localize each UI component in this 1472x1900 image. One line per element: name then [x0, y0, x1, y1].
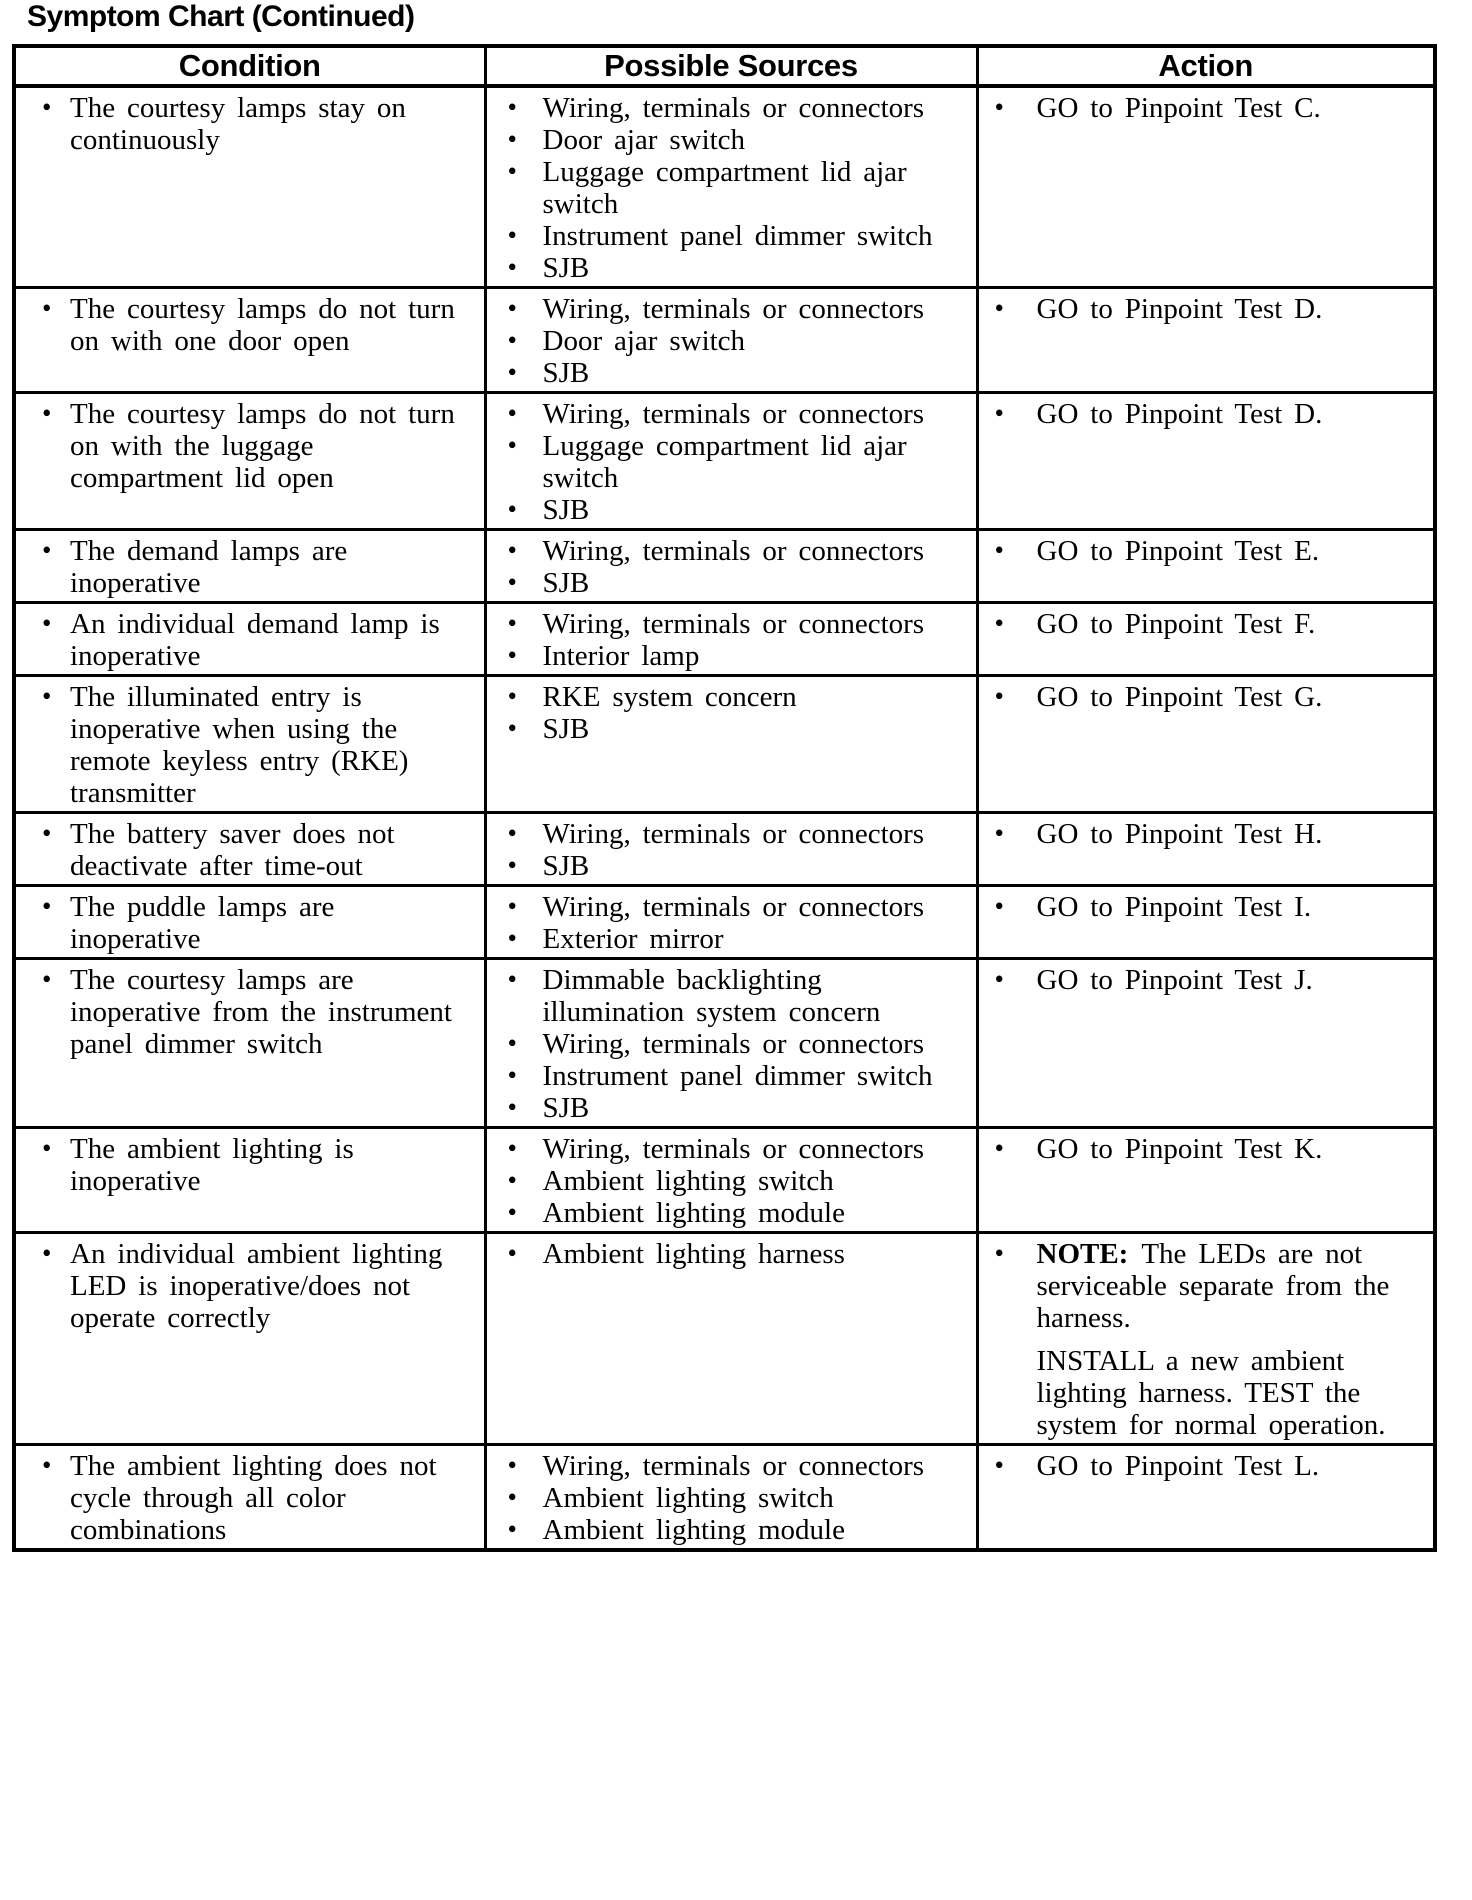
condition-cell: [14, 959, 485, 1128]
bullet-item: [979, 535, 1420, 567]
bullet-icon: •: [994, 535, 1004, 565]
bullet-text: Exterior mirror: [542, 923, 724, 955]
bullet-text: Wiring, terminals or connectors: [542, 535, 925, 567]
bullet-text: Door ajar switch: [542, 325, 746, 357]
bullet-text: Luggage compartment lid ajar switch: [542, 156, 907, 220]
bullet-text: Ambient lighting switch: [542, 1165, 834, 1197]
possible-sources-cell: [485, 1128, 977, 1233]
bullet-icon: •: [507, 1133, 517, 1163]
bullet-text: Interior lamp: [542, 640, 700, 672]
column-header-action: Action: [977, 46, 1435, 86]
bullet-text: An individual ambient lighting LED is inoperative/does not operate correctly: [70, 1238, 443, 1334]
bullet-item: [487, 1482, 962, 1514]
action-cell: [977, 86, 1435, 288]
condition-cell: [14, 288, 485, 393]
bullet-item: [979, 398, 1420, 430]
bullet-text: SJB: [542, 850, 590, 882]
bullet-text: The courtesy lamps do not turn on with one door open: [70, 293, 455, 357]
bullet-icon: •: [42, 1133, 52, 1163]
possible-sources-cell: [485, 886, 977, 959]
bullet-item: [487, 252, 962, 284]
bullet-item: [16, 1450, 470, 1546]
bullet-icon: •: [507, 325, 517, 355]
bullet-icon: •: [507, 923, 517, 953]
bullet-text: Wiring, terminals or connectors: [542, 1028, 925, 1060]
bullet-icon: •: [994, 1450, 1004, 1480]
possible-sources-cell: [485, 603, 977, 676]
table-row: [14, 886, 1435, 959]
bullet-icon: •: [507, 1092, 517, 1122]
table-row: [14, 676, 1435, 813]
bullet-item: [487, 535, 962, 567]
bullet-item: [487, 850, 962, 882]
bullet-text: SJB: [542, 252, 590, 284]
bullet-icon: •: [507, 1514, 517, 1544]
bullet-icon: •: [507, 713, 517, 743]
bullet-icon: •: [507, 535, 517, 565]
bullet-icon: •: [507, 1028, 517, 1058]
bullet-icon: •: [507, 891, 517, 921]
bullet-text: GO to Pinpoint Test L.: [1036, 1450, 1320, 1482]
bullet-icon: •: [42, 1450, 52, 1480]
bullet-text: Ambient lighting switch: [542, 1482, 834, 1514]
bullet-text: The battery saver does not deactivate after time-out: [70, 818, 395, 882]
bullet-item: [16, 891, 470, 955]
condition-cell: [14, 1128, 485, 1233]
table-body: [14, 86, 1435, 1550]
bullet-icon: •: [507, 124, 517, 154]
bullet-icon: •: [42, 1238, 52, 1268]
table-row: [14, 1233, 1435, 1445]
bullet-text: SJB: [542, 357, 590, 389]
bullet-item: [487, 1133, 962, 1165]
bullet-icon: •: [507, 430, 517, 460]
bullet-item: [979, 293, 1420, 325]
condition-cell: [14, 813, 485, 886]
bullet-icon: •: [507, 818, 517, 848]
bullet-text: SJB: [542, 494, 590, 526]
bullet-text: Ambient lighting module: [542, 1514, 845, 1546]
bullet-icon: •: [994, 92, 1004, 122]
action-cell: [977, 676, 1435, 813]
possible-sources-cell: [485, 1445, 977, 1551]
bullet-icon: •: [42, 398, 52, 428]
bullet-icon: •: [507, 681, 517, 711]
bullet-icon: •: [42, 92, 52, 122]
bullet-item: [487, 494, 962, 526]
table-row: [14, 530, 1435, 603]
action-cell: [977, 1445, 1435, 1551]
bullet-item: [16, 1133, 470, 1197]
bullet-text: GO to Pinpoint Test E.: [1036, 535, 1320, 567]
bullet-item: [487, 1092, 962, 1124]
bullet-item: [979, 608, 1420, 640]
action-cell: [977, 886, 1435, 959]
bullet-item: [16, 535, 470, 599]
bullet-item: [487, 964, 962, 1028]
bullet-item: [487, 608, 962, 640]
bullet-item: [487, 1060, 962, 1092]
bullet-icon: •: [994, 1133, 1004, 1163]
bullet-icon: •: [507, 964, 517, 994]
bullet-item: [979, 1450, 1420, 1482]
bullet-icon: •: [994, 818, 1004, 848]
bullet-text: Luggage compartment lid ajar switch: [542, 430, 907, 494]
bullet-item: [487, 640, 962, 672]
condition-cell: [14, 1233, 485, 1445]
bullet-text: GO to Pinpoint Test K.: [1036, 1133, 1323, 1165]
bullet-item: [487, 398, 962, 430]
bullet-icon: •: [994, 608, 1004, 638]
followup-text: INSTALL a new ambient lighting harness. TEST the system for normal operation.: [1036, 1345, 1386, 1441]
action-cell: [977, 603, 1435, 676]
bullet-icon: •: [42, 891, 52, 921]
bullet-item: [16, 964, 470, 1060]
bullet-icon: •: [507, 398, 517, 428]
bullet-icon: •: [507, 1482, 517, 1512]
possible-sources-cell: [485, 288, 977, 393]
page-title: Symptom Chart (Continued): [27, 0, 415, 33]
possible-sources-cell: [485, 86, 977, 288]
bullet-item: [979, 891, 1420, 923]
bullet-item: [487, 430, 962, 494]
possible-sources-cell: [485, 1233, 977, 1445]
bullet-item: [16, 818, 470, 882]
bullet-icon: •: [507, 220, 517, 250]
bullet-item: [487, 1450, 962, 1482]
condition-cell: [14, 530, 485, 603]
bullet-icon: •: [42, 608, 52, 638]
bullet-item: [979, 92, 1420, 124]
bullet-text: Wiring, terminals or connectors: [542, 293, 925, 325]
bullet-item: [487, 325, 962, 357]
bullet-item: [16, 1238, 470, 1334]
table-header-row: [14, 46, 1435, 86]
bullet-text: The puddle lamps are inoperative: [70, 891, 335, 955]
bullet-item: [16, 92, 470, 156]
bullet-text: Wiring, terminals or connectors: [542, 1450, 925, 1482]
bullet-icon: •: [507, 1450, 517, 1480]
bullet-icon: •: [507, 850, 517, 880]
bullet-item: [487, 891, 962, 923]
column-header-condition: Condition: [14, 46, 485, 86]
bullet-item: [979, 964, 1420, 996]
table-row: [14, 959, 1435, 1128]
bullet-item: [487, 681, 962, 713]
bullet-icon: •: [507, 494, 517, 524]
bullet-icon: •: [994, 1238, 1004, 1268]
bullet-icon: •: [507, 293, 517, 323]
bullet-item: [487, 818, 962, 850]
bullet-item: [487, 293, 962, 325]
bullet-icon: •: [507, 1238, 517, 1268]
bullet-item: [487, 1514, 962, 1546]
bullet-text: GO to Pinpoint Test G.: [1036, 681, 1323, 713]
action-cell: [977, 959, 1435, 1128]
possible-sources-cell: [485, 393, 977, 530]
action-cell: [977, 1233, 1435, 1445]
bullet-text: GO to Pinpoint Test D.: [1036, 398, 1323, 430]
bullet-item: [487, 92, 962, 124]
bullet-item: [487, 1197, 962, 1229]
bullet-icon: •: [994, 681, 1004, 711]
bullet-icon: •: [507, 608, 517, 638]
action-cell: [977, 393, 1435, 530]
table-row: [14, 393, 1435, 530]
bullet-icon: •: [42, 818, 52, 848]
bullet-text: GO to Pinpoint Test F.: [1036, 608, 1316, 640]
bullet-text: Wiring, terminals or connectors: [542, 398, 925, 430]
bullet-text: GO to Pinpoint Test J.: [1036, 964, 1313, 996]
bullet-icon: •: [994, 293, 1004, 323]
bullet-icon: •: [994, 398, 1004, 428]
bullet-text: RKE system concern: [542, 681, 797, 713]
bullet-icon: •: [994, 891, 1004, 921]
bullet-icon: •: [507, 252, 517, 282]
bullet-icon: •: [507, 1060, 517, 1090]
possible-sources-cell: [485, 959, 977, 1128]
bullet-item: [16, 681, 470, 809]
bullet-icon: •: [507, 92, 517, 122]
bullet-text: SJB: [542, 1092, 590, 1124]
condition-cell: [14, 86, 485, 288]
bullet-icon: •: [42, 681, 52, 711]
bullet-text: GO to Pinpoint Test D.: [1036, 293, 1323, 325]
bullet-text: Ambient lighting module: [542, 1197, 845, 1229]
bullet-text: Instrument panel dimmer switch: [542, 1060, 933, 1092]
bullet-text: GO to Pinpoint Test C.: [1036, 92, 1321, 124]
condition-cell: [14, 676, 485, 813]
action-cell: [977, 813, 1435, 886]
bullet-text: Wiring, terminals or connectors: [542, 891, 925, 923]
bullet-item: [979, 1238, 1420, 1441]
bullet-item: [16, 398, 470, 494]
bullet-item: [487, 220, 962, 252]
bullet-text: GO to Pinpoint Test I.: [1036, 891, 1312, 923]
bullet-icon: •: [507, 640, 517, 670]
action-cell: [977, 530, 1435, 603]
bullet-text: The ambient lighting is inoperative: [70, 1133, 354, 1197]
bullet-item: [487, 156, 962, 220]
bullet-icon: •: [507, 567, 517, 597]
bullet-text: GO to Pinpoint Test H.: [1036, 818, 1323, 850]
action-cell: [977, 288, 1435, 393]
bullet-item: [487, 567, 962, 599]
bullet-text: The demand lamps are inoperative: [70, 535, 348, 599]
action-cell: [977, 1128, 1435, 1233]
bullet-item: [979, 818, 1420, 850]
bullet-item: [16, 293, 470, 357]
possible-sources-cell: [485, 530, 977, 603]
bullet-item: [487, 1028, 962, 1060]
bullet-icon: •: [42, 535, 52, 565]
condition-cell: [14, 886, 485, 959]
bullet-text: The ambient lighting does not cycle through all color combinations: [70, 1450, 437, 1546]
bullet-text: Dimmable backlighting illumination system concern: [542, 964, 881, 1028]
bullet-icon: •: [507, 357, 517, 387]
bullet-text: The illuminated entry is inoperative when using the remote keyless entry (RKE) transmitter: [70, 681, 409, 809]
bullet-text: The courtesy lamps do not turn on with the luggage compartment lid open: [70, 398, 455, 494]
bullet-text: Ambient lighting harness: [542, 1238, 845, 1270]
bullet-icon: •: [994, 964, 1004, 994]
bullet-item: [979, 1133, 1420, 1165]
note-label: NOTE:: [1036, 1238, 1129, 1270]
condition-cell: [14, 393, 485, 530]
bullet-item: [16, 608, 470, 672]
bullet-item: [487, 357, 962, 389]
bullet-icon: •: [42, 964, 52, 994]
table-row: [14, 1128, 1435, 1233]
table-row: [14, 86, 1435, 288]
bullet-icon: •: [42, 293, 52, 323]
bullet-icon: •: [507, 1165, 517, 1195]
bullet-text: SJB: [542, 567, 590, 599]
bullet-item: [979, 681, 1420, 713]
bullet-text: The courtesy lamps are inoperative from the instrument panel dimmer switch: [70, 964, 452, 1060]
table-row: [14, 603, 1435, 676]
bullet-text: Wiring, terminals or connectors: [542, 818, 925, 850]
bullet-item: [487, 713, 962, 745]
bullet-text: The courtesy lamps stay on continuously: [70, 92, 406, 156]
table-row: [14, 288, 1435, 393]
bullet-text: Wiring, terminals or connectors: [542, 92, 925, 124]
possible-sources-cell: [485, 676, 977, 813]
bullet-text: Door ajar switch: [542, 124, 746, 156]
bullet-item: [487, 124, 962, 156]
table-row: [14, 813, 1435, 886]
bullet-text: Instrument panel dimmer switch: [542, 220, 933, 252]
bullet-item: [487, 1165, 962, 1197]
bullet-text: SJB: [542, 713, 590, 745]
bullet-text: Wiring, terminals or connectors: [542, 608, 925, 640]
column-header-possible-sources: Possible Sources: [485, 46, 977, 86]
bullet-item: [487, 923, 962, 955]
bullet-text: NOTE: The LEDs are not serviceable separate from the harness.: [1036, 1238, 1390, 1334]
symptom-chart-table: [12, 44, 1437, 1552]
bullet-item: [487, 1238, 962, 1270]
condition-cell: [14, 603, 485, 676]
condition-cell: [14, 1445, 485, 1551]
table-row: [14, 1445, 1435, 1551]
bullet-text: Wiring, terminals or connectors: [542, 1133, 925, 1165]
bullet-icon: •: [507, 1197, 517, 1227]
bullet-icon: •: [507, 156, 517, 186]
possible-sources-cell: [485, 813, 977, 886]
bullet-text: An individual demand lamp is inoperative: [70, 608, 440, 672]
